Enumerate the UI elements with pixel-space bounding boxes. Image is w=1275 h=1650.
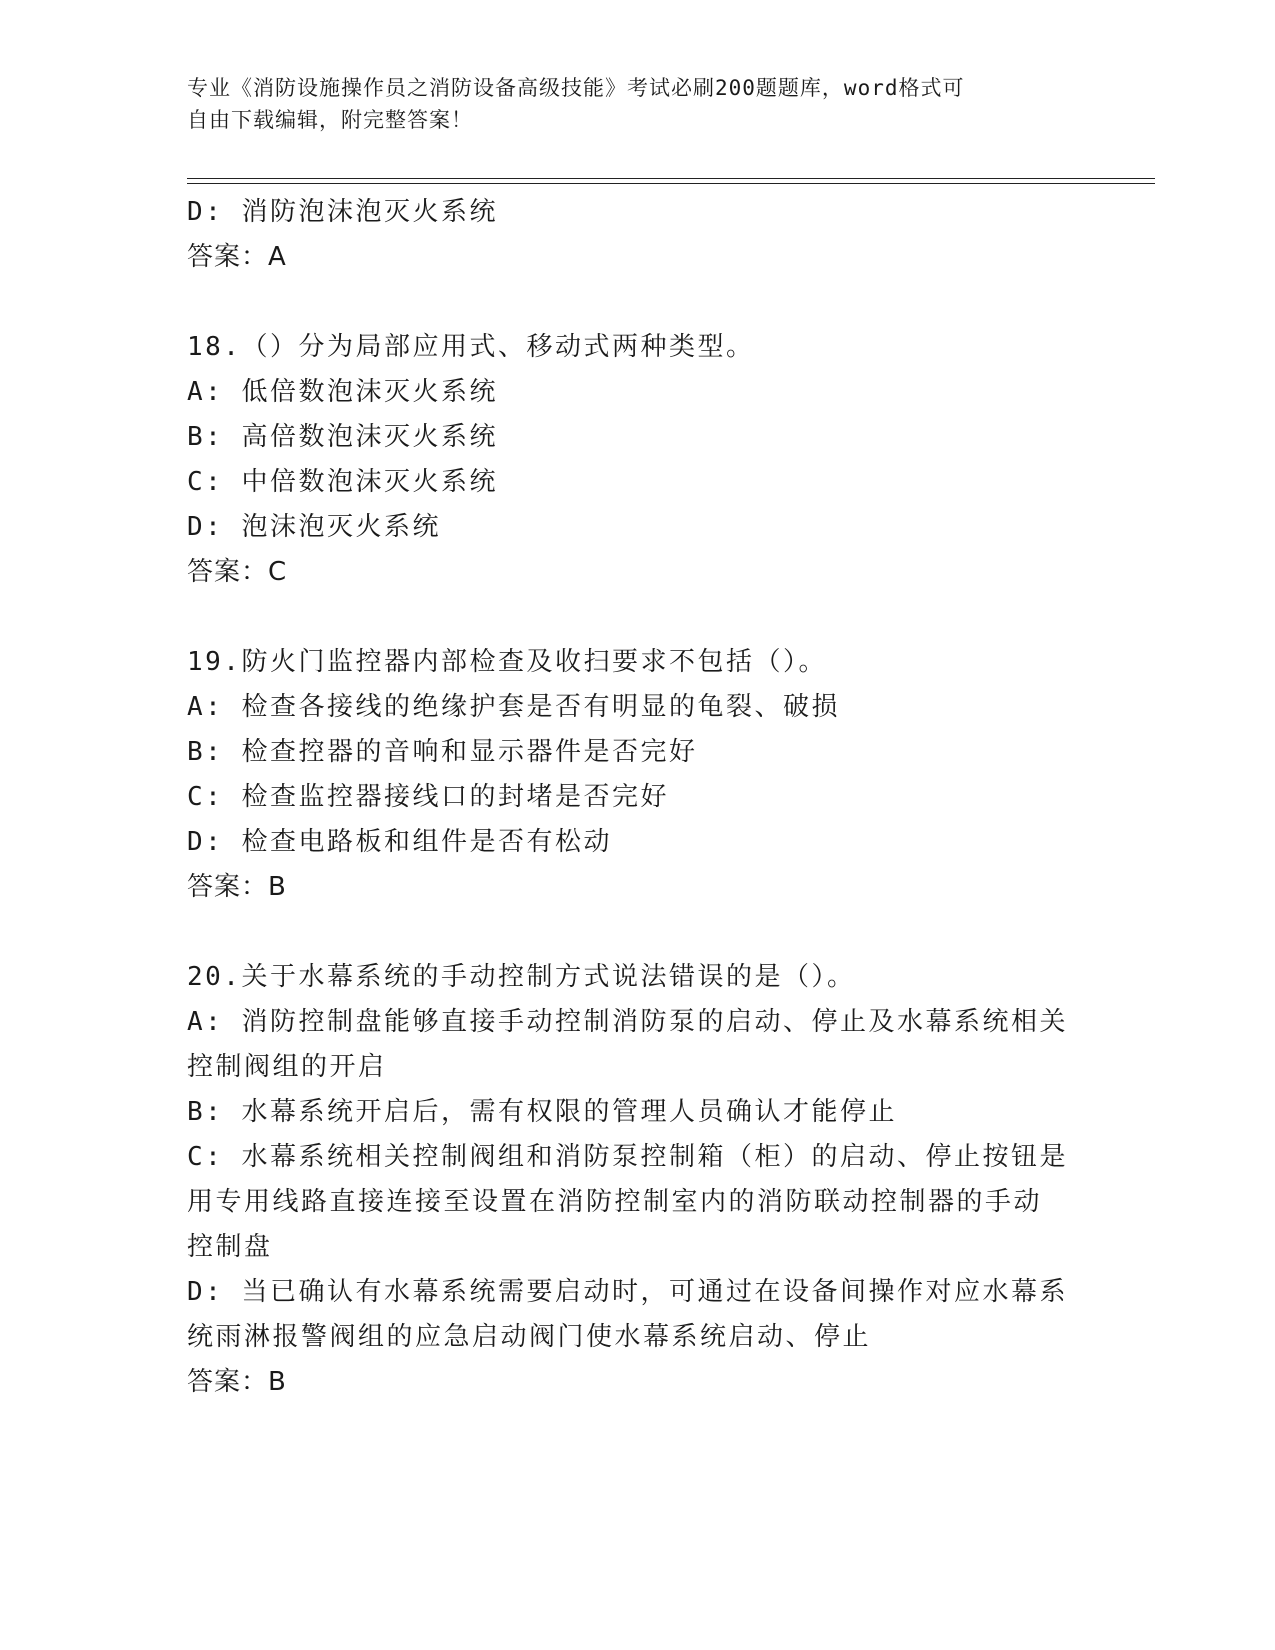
q20-option-a-line-1: A: 消防控制盘能够直接手动控制消防泵的启动、停止及水幕系统相关 [187,1007,1068,1037]
q18-option-b: B: 高倍数泡沫灭火系统 [187,422,498,452]
q18-stem: 18.（）分为局部应用式、移动式两种类型。 [187,332,755,362]
q18-answer: 答案：C [187,557,288,587]
q20-answer: 答案：B [187,1367,287,1397]
q19-option-c: C: 检查监控器接线口的封堵是否完好 [187,782,669,812]
q19-stem: 19.防火门监控器内部检查及收扫要求不包括（）。 [187,647,827,677]
document-header [187,72,1067,136]
spacer [187,280,1087,325]
header-line-2: 自由下载编辑，附完整答案！ [187,108,473,132]
q20-stem: 20.关于水幕系统的手动控制方式说法错误的是（）。 [187,962,856,992]
q20-option-d-line-2: 统雨淋报警阀组的应急启动阀门使水幕系统启动、停止 [187,1322,872,1352]
header-line-1: 专业《消防设施操作员之消防设备高级技能》考试必刷200题题库，word格式可 [187,76,965,100]
q20-option-c-line-2: 用专用线路直接连接至设置在消防控制室内的消防联动控制器的手动 [187,1187,1043,1217]
q19-option-b: B: 检查控器的音响和显示器件是否完好 [187,737,698,767]
q20-option-c-line-3: 控制盘 [187,1232,273,1262]
q19-answer: 答案：B [187,872,287,902]
q18-option-c: C: 中倍数泡沫灭火系统 [187,467,498,497]
header-rule-bottom [187,183,1155,184]
q20-option-a-line-2: 控制阀组的开启 [187,1052,387,1082]
q17-answer: 答案：A [187,242,287,272]
q18-option-a: A: 低倍数泡沫灭火系统 [187,377,498,407]
q20-option-d-line-1: D: 当已确认有水幕系统需要启动时，可通过在设备间操作对应水幕系 [187,1277,1068,1307]
q18-option-d: D: 泡沫泡灭火系统 [187,512,441,542]
q20-option-b: B: 水幕系统开启后，需有权限的管理人员确认才能停止 [187,1097,897,1127]
q19-option-a: A: 检查各接线的绝缘护套是否有明显的龟裂、破损 [187,692,840,722]
spacer [187,595,1087,640]
q19-option-d: D: 检查电路板和组件是否有松动 [187,827,612,857]
q20-option-c-line-1: C: 水幕系统相关控制阀组和消防泵控制箱（柜）的启动、停止按钮是 [187,1142,1068,1172]
spacer [187,910,1087,955]
header-rule-top [187,178,1155,179]
q17-option-d: D: 消防泡沫泡灭火系统 [187,197,498,227]
document-body [187,190,1087,1405]
